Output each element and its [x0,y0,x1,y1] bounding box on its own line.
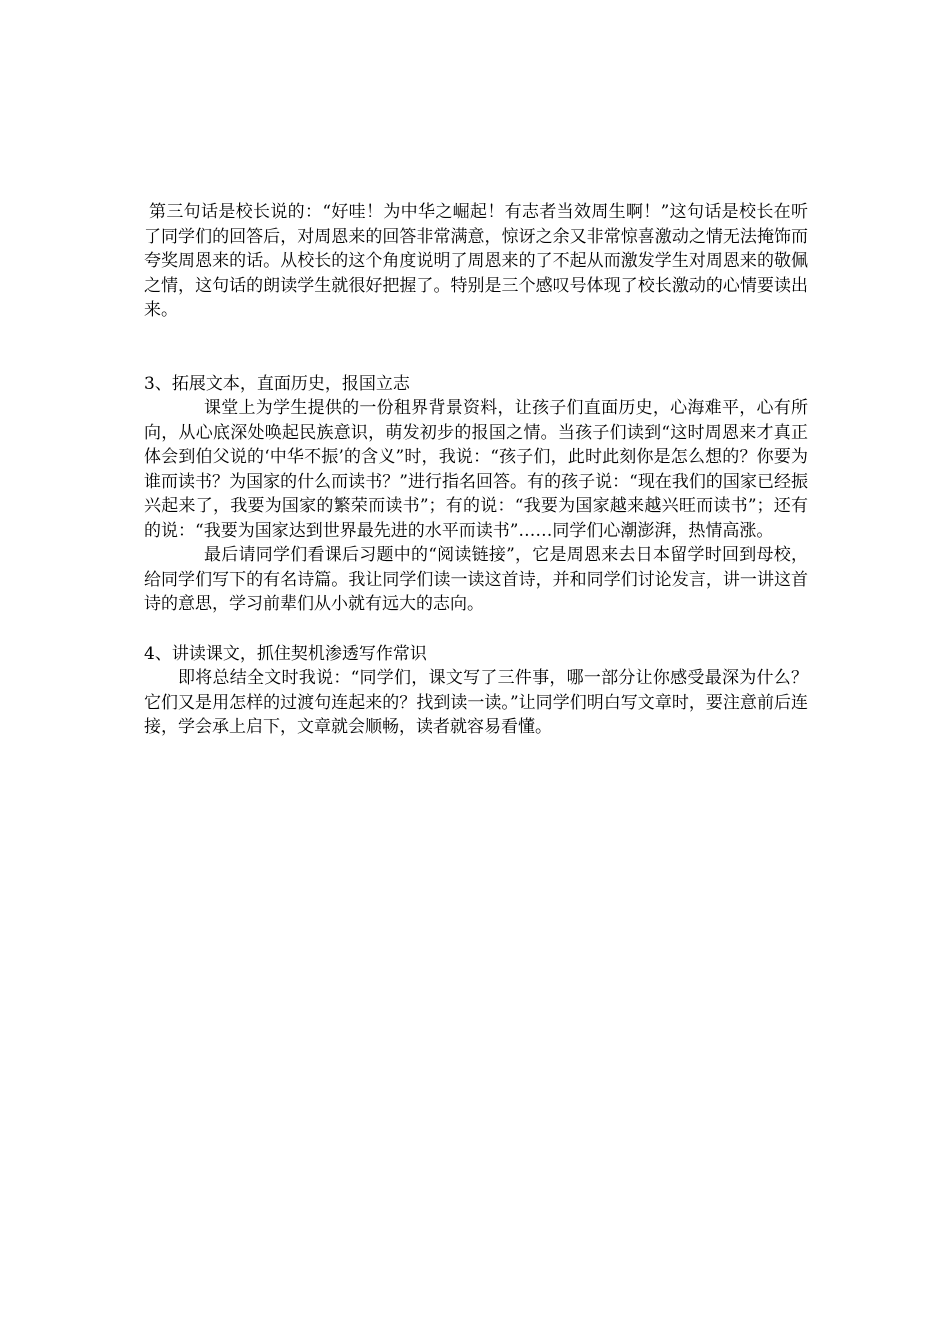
section-4-heading: 4、讲读课文，抓住契机渗透写作常识 [144,643,427,664]
paragraph-principal-quote: 第三句话是校长说的：“好哇！为中华之崛起！有志者当效周生啊！”这句话是校长在听了同学们的回答后，对周恩来的回答非常满意，惊讶之余又非常惊喜激动之情无法掩饰而夸奖周恩来的话。从校长的这个角度说明了周恩来的了不起从而激发学生对周恩来的敬佩之情，这句话的朗读学生就很好把握了。特别是三个感叹号体现了校长激动的心情要读出来。 [144,202,808,320]
section-3-heading: 3、拓展文本，直面历史，报国立志 [144,373,410,394]
section-3-paragraph-2: 最后请同学们看课后习题中的“阅读链接”，它是周恩来去日本留学时回到母校，给同学们写下的有名诗篇。我让同学们读一读这首诗，并和同学们讨论发言，讲一讲这首诗的意思，学习前辈们从小就有远大的志向。 [144,545,808,614]
section-3-paragraph-1: 课堂上为学生提供的一份租界背景资料，让孩子们直面历史，心海难平，心有所向，从心底深处唤起民族意识，萌发初步的报国之情。当孩子们读到“这时周恩来才真正体会到伯父说的‘中华不振’的含义”时，我说：“孩子们，此时此刻你是怎么想的？你要为谁而读书？为国家的什么而读书？”进行指名回答。有的孩子说：“现在我们的国家已经振兴起来了，我要为国家的繁荣而读书”；有的说：“我要为国家越来越兴旺而读书”；还有的说：“我要为国家达到世界最先进的水平而读书”……同学们心潮澎湃，热情高涨。 [144,398,808,541]
section-4-paragraph-1: 即将总结全文时我说：“同学们，课文写了三件事，哪一部分让你感受最深为什么？它们又是用怎样的过渡句连起来的？找到读一读。”让同学们明白写文章时，要注意前后连接，学会承上启下，文章就会顺畅，读者就容易看懂。 [144,668,808,737]
document-body [144,200,808,740]
paragraph-spacer [144,323,808,372]
paragraph-spacer [144,617,808,642]
